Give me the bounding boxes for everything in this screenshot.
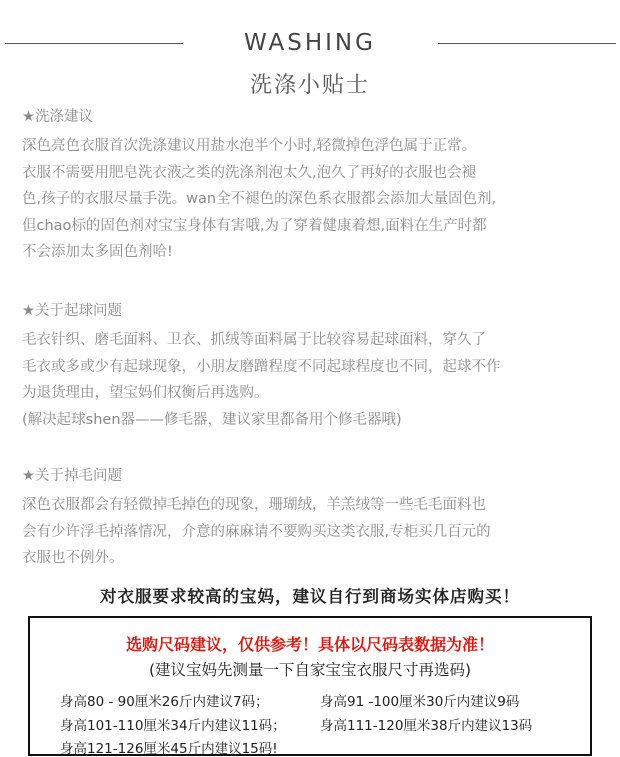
- size-cell: 身高111-120厘米38斤内建议13码: [320, 718, 533, 734]
- size-cell: 身高101-110厘米34斤内建议11码；: [60, 718, 286, 734]
- section-heading: ★关于掉毛问题: [22, 468, 122, 484]
- paragraph-line: 不会添加太多固色剂哈!: [22, 244, 173, 260]
- paragraph-line: 会有少许浮毛掉落情况，介意的麻麻请不要购买这类衣服,专柜买几百元的: [22, 523, 491, 540]
- section-pilling: [22, 301, 602, 433]
- paragraph-line: 为退货理由，望宝妈们权衡后再选购。: [22, 385, 269, 401]
- section-heading: ★洗涤建议: [22, 109, 93, 125]
- size-box-subheading: (建议宝妈先测量一下自家宝宝衣服尺寸再选码): [148, 661, 472, 679]
- header: [0, 0, 620, 100]
- title-english: WASHING: [244, 30, 376, 56]
- paragraph-line: 但chao标的固色剂对宝宝身体有害哦,为了穿着健康着想,面料在生产时都: [22, 217, 487, 234]
- size-recommendation-box: [28, 616, 592, 756]
- section-heading: ★关于起球问题: [22, 303, 122, 319]
- section-shedding: [22, 466, 602, 572]
- size-cell: 身高80 - 90厘米26斤内建议7码；: [60, 694, 269, 710]
- paragraph-line: 衣服不需要用肥皂洗衣液之类的洗涤剂泡太久,泡久了再好的衣服也会褪: [22, 164, 477, 181]
- size-box-heading: 选购尺码建议，仅供参考！具体以尺码表数据为准！: [125, 635, 494, 654]
- paragraph-line: 深色衣服都会有轻微掉毛掉色的现象，珊瑚绒，羊羔绒等一些毛毛面料也: [22, 497, 486, 513]
- paragraph-line: 毛衣或多或少有起球现象，小朋友磨蹭程度不同起球程度也不同，起球不作: [22, 358, 501, 375]
- title-chinese: 洗涤小贴士: [249, 73, 370, 98]
- section-washing-advice: [22, 107, 602, 266]
- store-purchase-notice: 对衣服要求较高的宝妈，建议自行到商场实体店购买！: [100, 587, 520, 606]
- paragraph-line: 色,孩子的衣服尽量手洗。wan全不褪色的深色系衣服都会添加大量固色剂,: [22, 191, 497, 207]
- size-cell: 身高91 -100厘米30斤内建议9码: [320, 694, 520, 710]
- size-cell: 身高121-126厘米45斤内建议15码!: [60, 741, 278, 757]
- paragraph-line: 衣服也不例外。: [22, 550, 124, 566]
- paragraph-line: 深色亮色衣服首次洗涤建议用盐水泡半个小时,轻微掉色浮色属于正常。: [22, 138, 477, 154]
- paragraph-line: 毛衣针织、磨毛面料、卫衣、抓绒等面料属于比较容易起球面料，穿久了: [22, 332, 486, 348]
- paragraph-line: (解决起球shen器——修毛器，建议家里都备用个修毛器哦): [22, 411, 402, 428]
